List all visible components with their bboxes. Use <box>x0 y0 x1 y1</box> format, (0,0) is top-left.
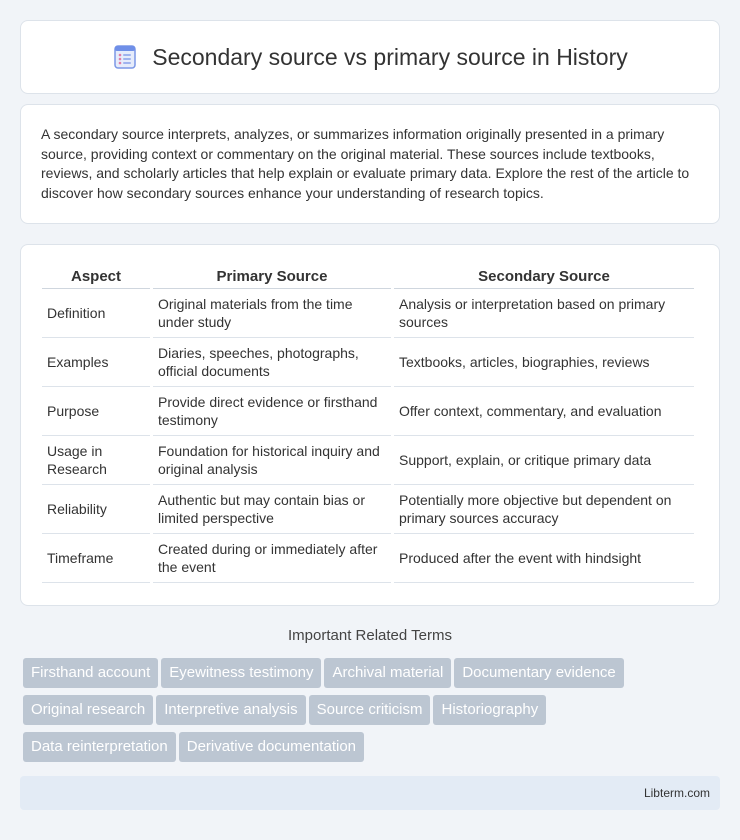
related-term-tag[interactable]: Derivative documentation <box>179 732 364 762</box>
cell-aspect: Examples <box>42 338 150 387</box>
footer-site-link[interactable]: Libterm.com <box>643 786 710 800</box>
table-row <box>42 289 694 338</box>
comparison-table-card <box>20 244 720 606</box>
cell-aspect: Reliability <box>42 485 150 534</box>
related-term-tag[interactable]: Data reinterpretation <box>23 732 176 762</box>
footer <box>20 776 720 810</box>
cell-primary: Provide direct evidence or firsthand testimony <box>153 387 391 436</box>
column-header-secondary: Secondary Source <box>394 265 694 289</box>
cell-aspect: Purpose <box>42 387 150 436</box>
cell-primary: Authentic but may contain bias or limited perspective <box>153 485 391 534</box>
related-term-tag[interactable]: Source criticism <box>309 695 431 725</box>
document-list-icon <box>112 44 138 70</box>
cell-secondary: Offer context, commentary, and evaluation <box>394 387 694 436</box>
cell-aspect: Timeframe <box>42 534 150 583</box>
related-term-tag[interactable]: Eyewitness testimony <box>161 658 321 688</box>
comparison-table <box>39 265 697 583</box>
cell-aspect: Definition <box>42 289 150 338</box>
table-header-row <box>42 265 694 289</box>
related-term-tag[interactable]: Interpretive analysis <box>156 695 305 725</box>
related-terms-list <box>23 658 723 769</box>
related-term-tag[interactable]: Archival material <box>324 658 451 688</box>
cell-aspect: Usage in Research <box>42 436 150 485</box>
cell-primary: Original materials from the time under study <box>153 289 391 338</box>
related-term-tag[interactable]: Original research <box>23 695 153 725</box>
cell-primary: Created during or immediately after the event <box>153 534 391 583</box>
cell-secondary: Textbooks, articles, biographies, reviews <box>394 338 694 387</box>
table-row <box>42 534 694 583</box>
cell-primary: Diaries, speeches, photographs, official documents <box>153 338 391 387</box>
table-row <box>42 436 694 485</box>
cell-secondary: Produced after the event with hindsight <box>394 534 694 583</box>
related-term-tag[interactable]: Historiography <box>433 695 546 725</box>
page-title: Secondary source vs primary source in History <box>152 43 628 70</box>
related-term-tag[interactable]: Documentary evidence <box>454 658 623 688</box>
cell-primary: Foundation for historical inquiry and original analysis <box>153 436 391 485</box>
cell-secondary: Support, explain, or critique primary data <box>394 436 694 485</box>
column-header-aspect: Aspect <box>42 265 150 289</box>
table-row <box>42 387 694 436</box>
cell-secondary: Analysis or interpretation based on primary sources <box>394 289 694 338</box>
table-row <box>42 485 694 534</box>
related-term-tag[interactable]: Firsthand account <box>23 658 158 688</box>
title-card <box>20 20 720 94</box>
intro-text: A secondary source interprets, analyzes, or summarizes information originally presented in a primary source, providing context or commentary on the original material. These sources include textbooks, reviews, and scholarly articles that help explain or evaluate primary data. Explore the rest of the article to discover how secondary sources enhance your understanding of research topics. <box>41 126 690 201</box>
related-terms-heading: Important Related Terms <box>288 627 452 644</box>
cell-secondary: Potentially more objective but dependent on primary sources accuracy <box>394 485 694 534</box>
table-row <box>42 338 694 387</box>
column-header-primary: Primary Source <box>153 265 391 289</box>
intro-card <box>20 104 720 224</box>
